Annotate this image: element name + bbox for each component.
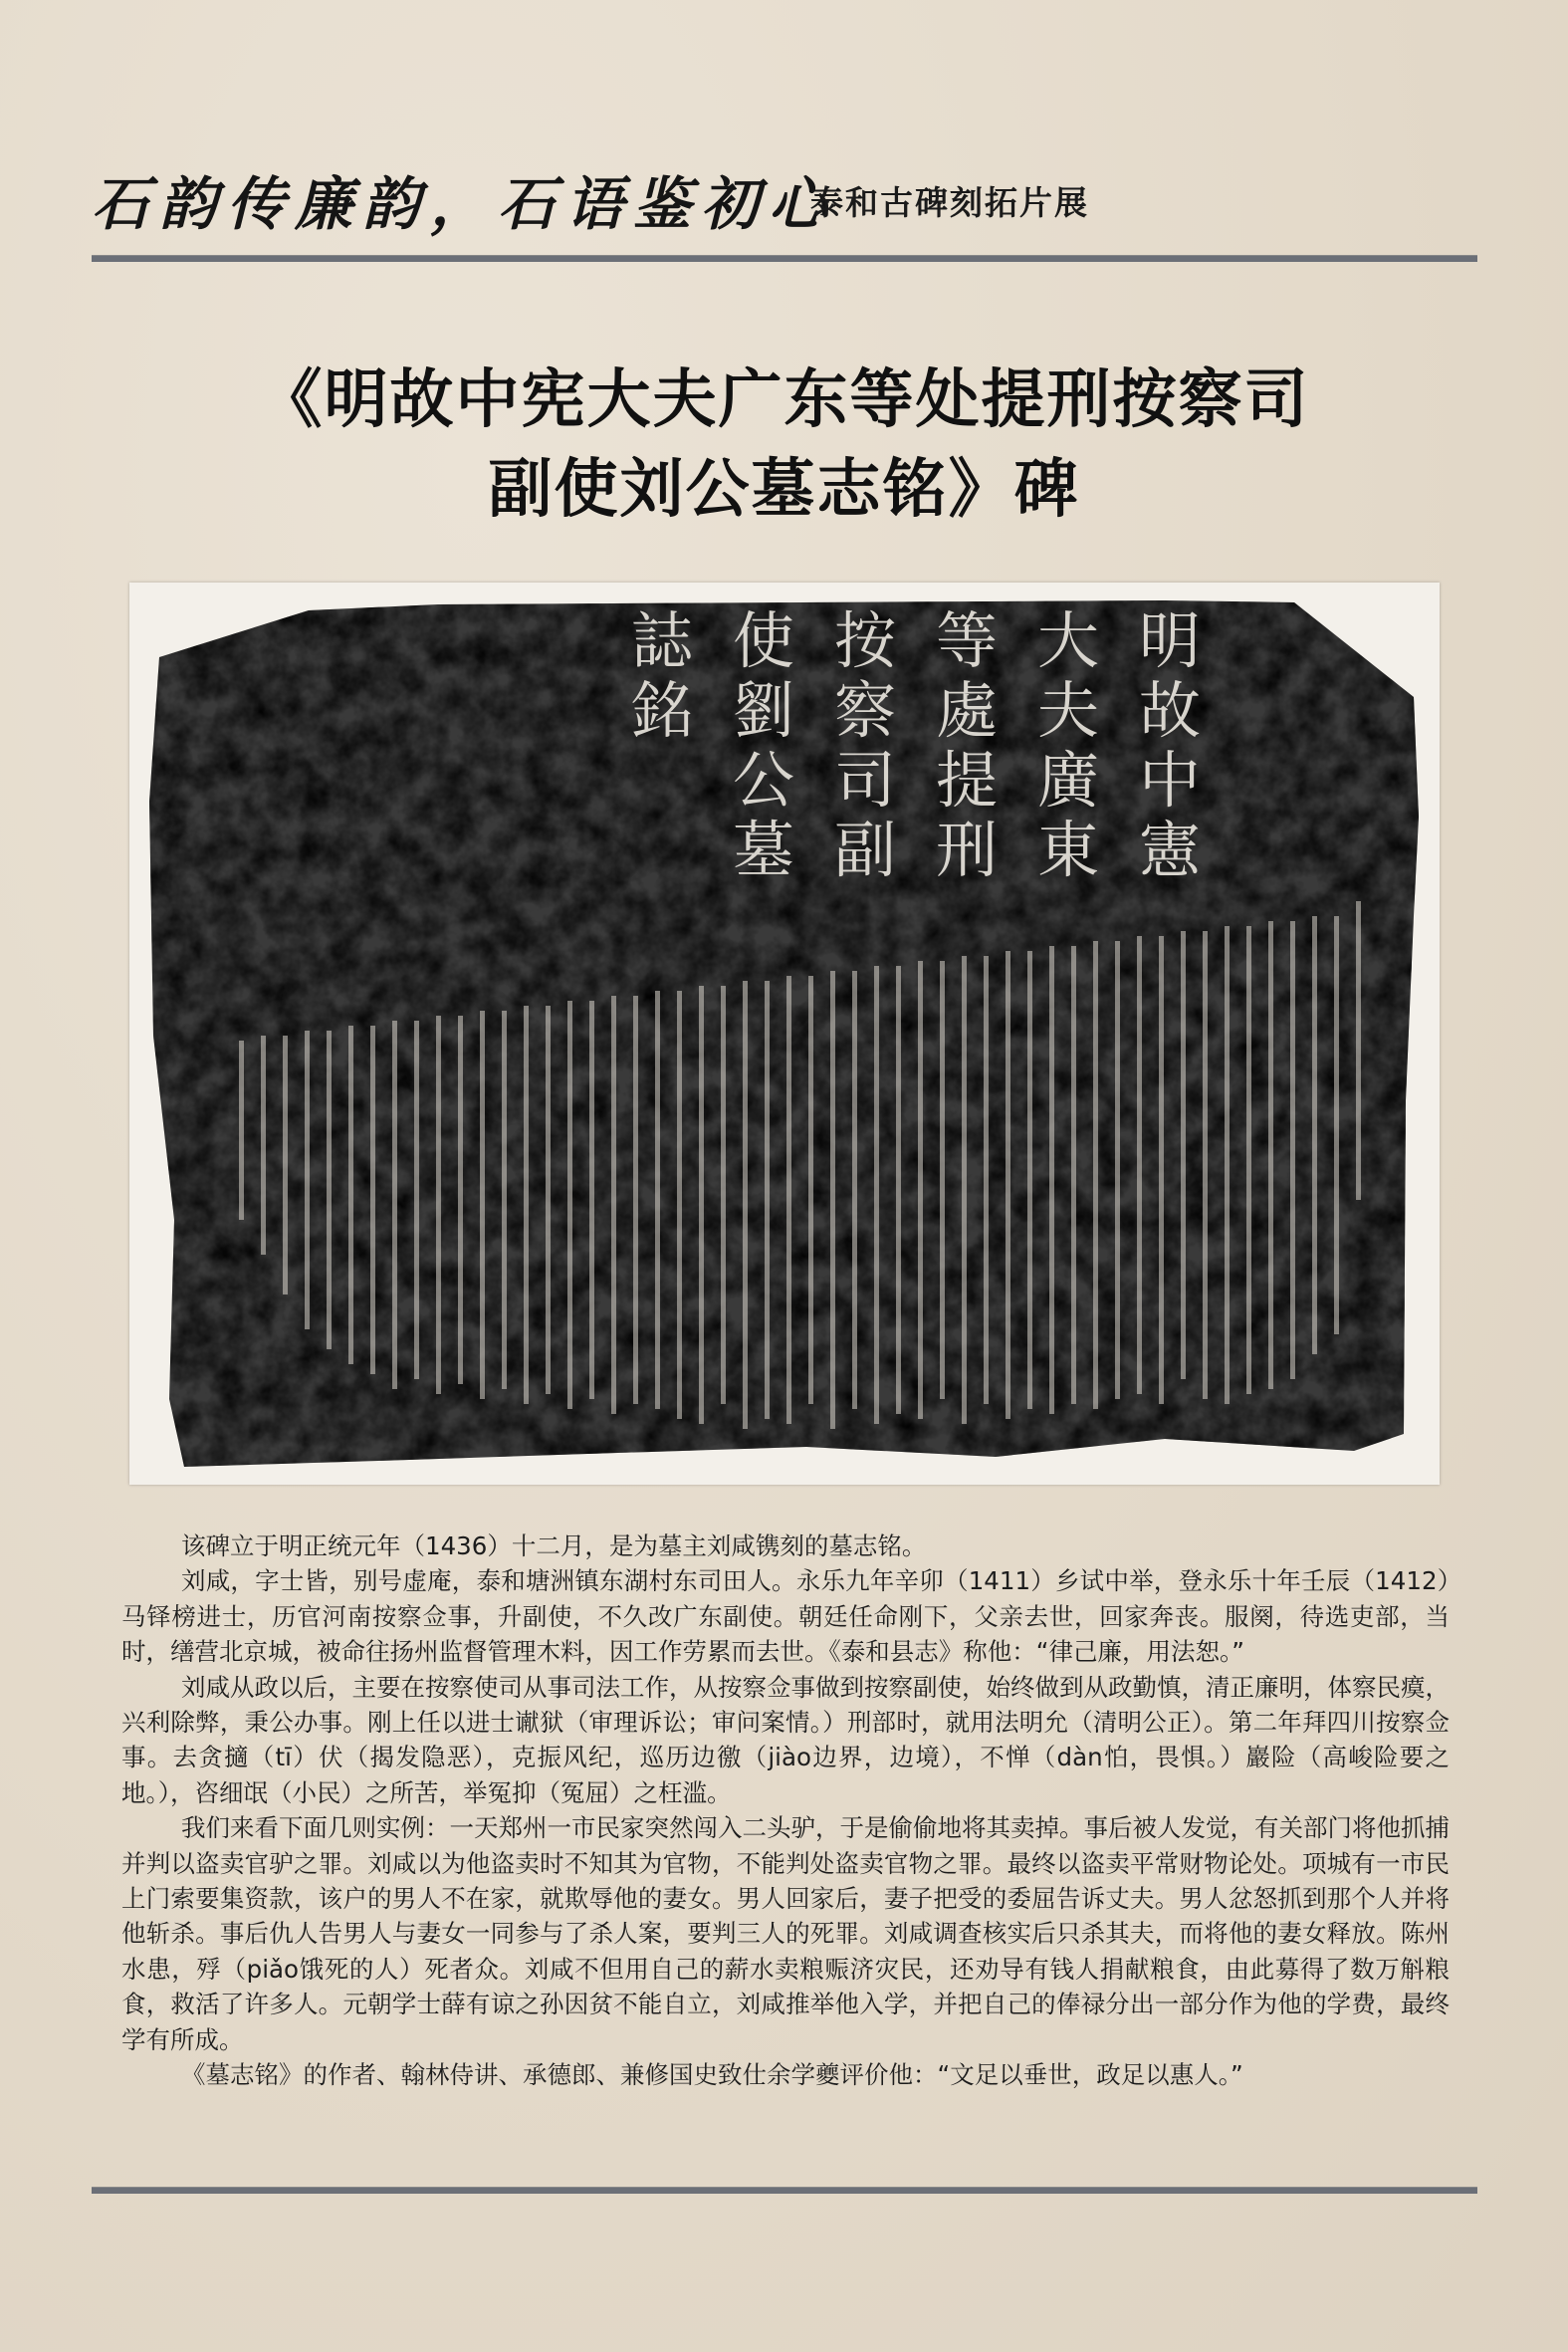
svg-text:憲: 憲 xyxy=(1138,814,1202,886)
svg-text:提: 提 xyxy=(935,744,999,817)
svg-text:使: 使 xyxy=(732,604,795,677)
svg-text:副: 副 xyxy=(833,814,897,886)
svg-text:處: 處 xyxy=(935,674,999,747)
svg-text:故: 故 xyxy=(1138,674,1202,747)
calligraphy-slogan: 石韵传廉韵，石语鉴初心 xyxy=(92,170,837,238)
svg-text:東: 東 xyxy=(1036,814,1100,886)
svg-text:大: 大 xyxy=(1036,604,1100,677)
svg-text:中: 中 xyxy=(1138,744,1202,817)
svg-text:銘: 銘 xyxy=(630,674,694,747)
stele-rubbing-image xyxy=(129,583,1440,1485)
paragraph-intro: 该碑立于明正统元年（1436）十二月，是为墓主刘咸镌刻的墓志铭。 xyxy=(181,1531,927,1560)
svg-text:察: 察 xyxy=(833,674,897,747)
svg-text:夫: 夫 xyxy=(1036,674,1100,747)
svg-text:按: 按 xyxy=(833,604,897,677)
svg-text:刑: 刑 xyxy=(935,814,999,886)
article-body xyxy=(121,1529,1450,2093)
bottom-divider xyxy=(92,2187,1477,2194)
paragraph-evaluation: 《墓志铭》的作者、翰林侍讲、承德郎、兼修国史致仕余学夔评价他：“文足以垂世，政足以惠人。” xyxy=(181,2060,1243,2090)
exhibition-name: 泰和古碑刻拓片展 xyxy=(810,183,1089,222)
svg-text:墓: 墓 xyxy=(732,814,795,886)
top-divider xyxy=(92,255,1477,262)
paragraph-examples: 我们来看下面几则实例：一天郑州一市民家突然闯入二头驴，于是偷偷地将其卖掉。事后被人发觉，有关部门将他抓捕并判以盗卖官驴之罪。刘咸以为他盗卖时不知其为官物，不能判处盗卖官物之罪。最终以盗卖平常财物论处。项城有一市民上门索要集资款，该户的男人不在家，就欺辱他的妻女。男人回家后，妻子把受的委屈告诉丈夫。男人忿怒抓到那个人并将他斩杀。事后仇人告男人与妻女一同参与了杀人案，要判三人的死罪。刘咸调查核实后只杀其夫，而将他的妻女释放。陈州水患，殍（piǎo饿死的人）死者众。刘咸不但用自己的薪水卖粮赈济灾民，还劝导有钱人捐献粮食，由此募得了数万斛粮食，救活了许多人。元朝学士薛有谅之孙因贫不能自立，刘咸推举他入学，并把自己的俸禄分出一部分作为他的学费，最终学有所成。 xyxy=(121,1813,1450,2054)
page-title-line1: 《明故中宪大夫广东等处提刑按察司 xyxy=(258,363,1310,437)
svg-text:劉: 劉 xyxy=(732,674,795,747)
rubbing-svg xyxy=(129,583,1440,1485)
svg-text:司: 司 xyxy=(833,744,897,817)
page-title-line2: 副使刘公墓志铭》碑 xyxy=(488,453,1080,527)
svg-text:廣: 廣 xyxy=(1036,744,1100,817)
exhibition-header xyxy=(92,157,1485,237)
paragraph-biography: 刘咸，字士皆，别号虚庵，泰和塘洲镇东湖村东司田人。永乐九年辛卯（1411）乡试中举，登永乐十年壬辰（1412）马铎榜进士，历官河南按察佥事，升副使，不久改广东副使。朝廷任命刚下，父亲去世，回家奔丧。服阕，待选吏部，当时，缮营北京城，被命往扬州监督管理木料，因工作劳累而去世。《泰和县志》称他：“律己廉，用法恕。” xyxy=(121,1566,1450,1667)
svg-text:明: 明 xyxy=(1138,604,1202,677)
paragraph-career: 刘咸从政以后，主要在按察使司从事司法工作，从按察佥事做到按察副使，始终做到从政勤慎，清正廉明，体察民瘼，兴利除弊，秉公办事。刚上任以进士谳狱（审理诉讼；审问案情。）刑部时，就用法明允（清明公正）。第二年拜四川按察佥事。去贪擿（tī）伏（揭发隐恶），克振风纪，巡历边徼（jiào边界，边境），不惮（dàn怕，畏惧。）巖险（高峻险要之地。），咨细氓（小民）之所苦，举冤抑（冤屈）之枉滥。 xyxy=(121,1672,1450,1807)
svg-text:等: 等 xyxy=(935,604,999,677)
svg-text:公: 公 xyxy=(732,744,795,817)
svg-text:誌: 誌 xyxy=(630,604,694,677)
